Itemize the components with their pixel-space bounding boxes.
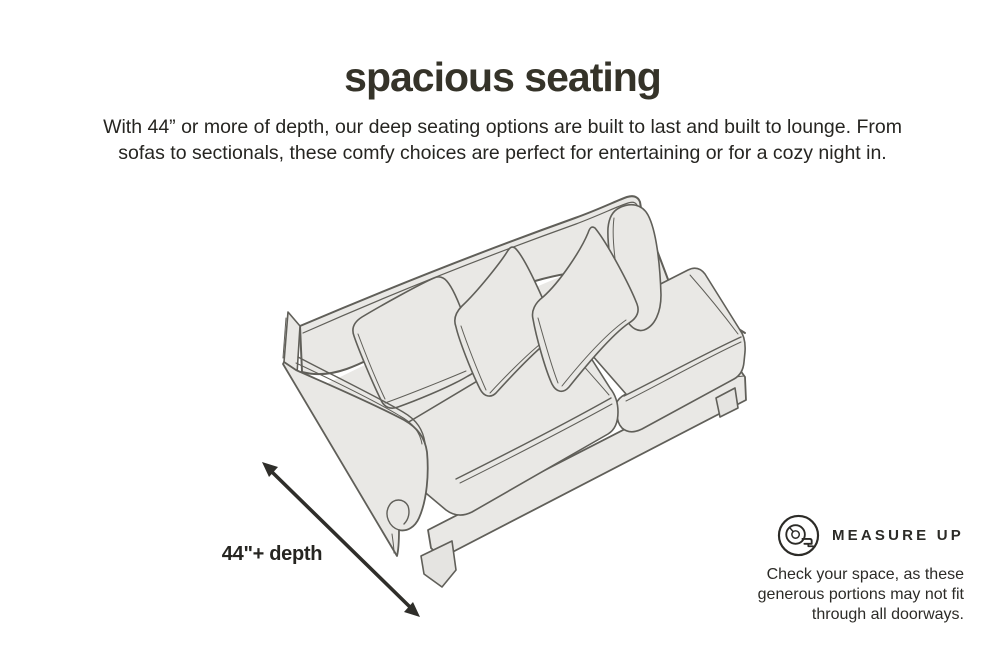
measure-up-header: [740, 514, 964, 557]
measure-up-heading: MEASURE UP: [831, 527, 964, 544]
page-title: spacious seating: [344, 54, 661, 100]
tape-measure-icon: [777, 514, 820, 557]
depth-dimension-label: 44"+ depth: [221, 543, 323, 565]
sofa-front-foot: [421, 541, 456, 587]
measure-up-note-line: through all doorways.: [811, 606, 964, 623]
intro-paragraph: With 44” or more of depth, our deep seating options are built to last and built to lounge. From sofas to sectionals, these comfy choices are perfect for entertaining or for a cozy night in.: [103, 116, 902, 164]
sofa-line-art: [283, 196, 746, 587]
measure-up-note-line: generous portions may not fit: [757, 586, 964, 603]
measure-up-note: [740, 565, 964, 625]
measure-up-section: [740, 514, 964, 625]
measure-up-note-line: Check your space, as these: [766, 566, 964, 583]
